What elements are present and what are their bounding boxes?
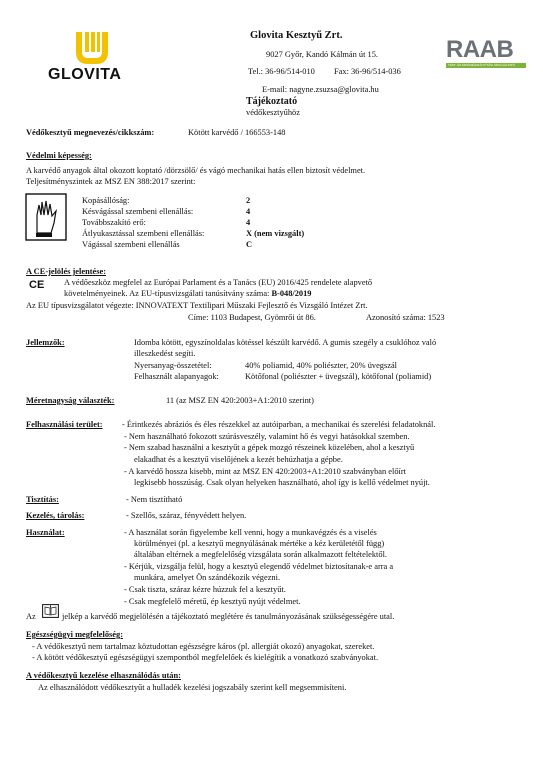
product-name-value: Kötött karvédő / 166553-148 <box>188 128 286 137</box>
perf-value: 4 <box>246 218 251 227</box>
use-line: munkára, amelyet Ön szándékozik végezni. <box>134 573 281 582</box>
pictogram-note-prefix: Az <box>26 612 36 621</box>
perf-label: Vágással szembeni ellenállás <box>82 240 180 249</box>
ce-cert-number: B-048/2019 <box>271 289 312 298</box>
perf-label: Kopásállóság: <box>82 196 130 205</box>
usage-area-heading: Felhasználási terület: <box>26 420 103 429</box>
read-instructions-icon <box>42 604 59 618</box>
sizes-heading: Méretnagyság választék: <box>26 396 115 405</box>
ce-text-line1: A védőeszköz megfelel az Európai Parlament és a Tanács (EU) 2016/425 rendelete alapvető <box>64 278 373 287</box>
use-heading: Használat: <box>26 528 65 537</box>
material-label: Felhasznált alapanyagok: <box>134 372 219 381</box>
raab-logo: RAAB <box>446 36 514 63</box>
features-text-line2: illeszkedést segíti. <box>134 349 196 358</box>
use-line: - Kérjük, vizsgálja felül, hogy a kesztyű elegendő védelmet biztosítanak-e arra a <box>124 562 394 571</box>
features-heading: Jellemzők: <box>26 338 65 347</box>
cleaning-heading: Tisztítás: <box>26 495 59 504</box>
protection-text: A karvédő anyagok által okozott koptató /dörzsölő/ és vágó mechanikai hatás ellen biztosít védelmet. <box>26 166 366 175</box>
material-value: Kötőfonal (poliészter + üvegszál), kötőfonal (poliamid) <box>245 372 432 381</box>
usage-area-line: - Érintkezés abráziós és éles részekkel az autóiparban, a mechanikai és szerelési feladatoknál. <box>122 420 436 429</box>
company-fax: Fax: 36-96/514-036 <box>334 67 401 76</box>
ce-heading: A CE-jelölés jelentése: <box>26 267 106 276</box>
usage-area-line: elakadhat és a kesztyű viselőjének a kezét behúzhatja a gépbe. <box>134 455 343 464</box>
perf-label: Továbbszakító erő: <box>82 218 146 227</box>
use-line: - Csak tiszta, száraz kézre húzzuk fel a kesztyűt. <box>124 585 286 594</box>
use-line: körülményei (pl. a kesztyű megnyúlásának mértéke a kéz kerületétől függ) <box>134 539 385 548</box>
perf-label: Átlyukasztással szembeni ellenállás: <box>82 229 205 238</box>
cleaning-value: - Nem tisztítható <box>126 495 183 504</box>
product-name-label: Védőkesztyű megnevezés/cikkszám: <box>26 128 155 137</box>
perf-label: Késvágással szembeni ellenállás: <box>82 207 194 216</box>
mechanical-risk-pictogram-icon <box>25 193 67 241</box>
doc-subtitle: védőkesztyűhöz <box>246 108 300 117</box>
company-name: Glovita Kesztyű Zrt. <box>250 30 343 41</box>
yarn-label: Nyersanyag-összetétel: <box>134 361 212 370</box>
ce-cert-label: követelményeinek. Az EU-típusvizsgálati tanúsítvány száma: <box>64 289 272 298</box>
glovita-logo-icon <box>72 30 112 68</box>
perf-value: C <box>246 240 253 249</box>
ce-body: Az EU típusvizsgálatot végezte: INNOVATEXT Textilipari Műszaki Fejlesztő és Vizsgáló Intézet Zrt. <box>26 301 368 310</box>
storage-heading: Kezelés, tárolás: <box>26 511 85 520</box>
usage-area-line: - A karvédő hossza kisebb, mint az MSZ EN 420:2003+A1:2010 szabványban előírt <box>124 467 406 476</box>
doc-title: Tájékoztató <box>246 96 298 107</box>
health-heading: Egészségügyi megfelelőség: <box>26 630 123 639</box>
company-phone: Tel.: 36-96/514-010 <box>248 67 315 76</box>
pictogram-note-text: jelkép a karvédő megjelölésén a tájékoztató meglétére és tanulmányozásának szükségességére utal. <box>62 612 395 621</box>
use-line: általában eltérnek a megfelelőség vizsgálata során alkalmazott feltételektől. <box>134 550 387 559</box>
usage-area-line: - Nem használható fokozott szúrásveszély, valamint hő és vegyi hatásokkal szemben. <box>124 432 410 441</box>
company-email: E-mail: nagyne.zsuzsa@glovita.hu <box>262 85 379 94</box>
company-address: 9027 Győr, Kandó Kálmán út 15. <box>266 50 379 59</box>
use-line: - A használat során figyelembe kell venni, hogy a munkavégzés és a viselés <box>124 528 377 537</box>
perf-value: 2 <box>246 196 251 205</box>
logo-text: GLOVITA <box>48 66 122 83</box>
ce-mark-icon: CE <box>29 279 45 291</box>
use-line: - Csak megfelelő méretű, ép kesztyű nyújt védelmet. <box>124 597 301 606</box>
yarn-value: 40% poliamid, 40% poliészter, 20% üvegszál <box>245 361 398 370</box>
health-line1: - A védőkesztyű nem tartalmaz köztudottan egészségre káros (pl. allergiát okozó) anyagokat, szereket. <box>32 642 375 651</box>
ce-body-id: Azonosító száma: 1523 <box>366 313 445 322</box>
perf-value: X (nem vizsgált) <box>246 229 305 238</box>
disposal-heading: A védőkesztyű kezelése elhasználódás után: <box>26 671 181 680</box>
storage-value: - Szellős, száraz, fényvédett helyen. <box>126 511 247 520</box>
sizes-value: 11 (az MSZ EN 420:2003+A1:2010 szerint) <box>166 396 314 405</box>
usage-area-line: legkisebb hosszúság. Csak olyan helyeken használható, ahol így is kellő védelmet nyújt. <box>134 478 430 487</box>
disposal-text: Az elhasználódott védőkesztyűt a hulladék kezelési jogszabály szerint kell megsemmisíteni. <box>38 683 347 692</box>
usage-area-line: - Nem szabad használni a kesztyűt a gépek mozgó részeinek közelében, ahol a kesztyű <box>124 443 415 452</box>
ce-text-line2 <box>64 289 311 298</box>
health-line2: - A kötött védőkesztyű egészségügyi szempontból megfelelőek és kielégítik a vonatkozó szabványokat. <box>32 653 379 662</box>
features-text-line1: Idomba kötött, egyszínoldalas kötéssel készült karvédő. A gumis szegély a csuklóhoz való <box>134 338 437 347</box>
raab-tagline: TEST- ÉS MINŐSÉGIRÁNYÍTÁSI SZOLGÁLTATÓ <box>448 63 516 67</box>
perf-value: 4 <box>246 207 251 216</box>
ce-body-address: Címe: 1103 Budapest, Gyömrői út 86. <box>188 313 316 322</box>
protection-standard: Teljesítményszintek az MSZ EN 388:2017 szerint: <box>26 177 196 186</box>
protection-heading: Védelmi képesség: <box>26 151 92 160</box>
